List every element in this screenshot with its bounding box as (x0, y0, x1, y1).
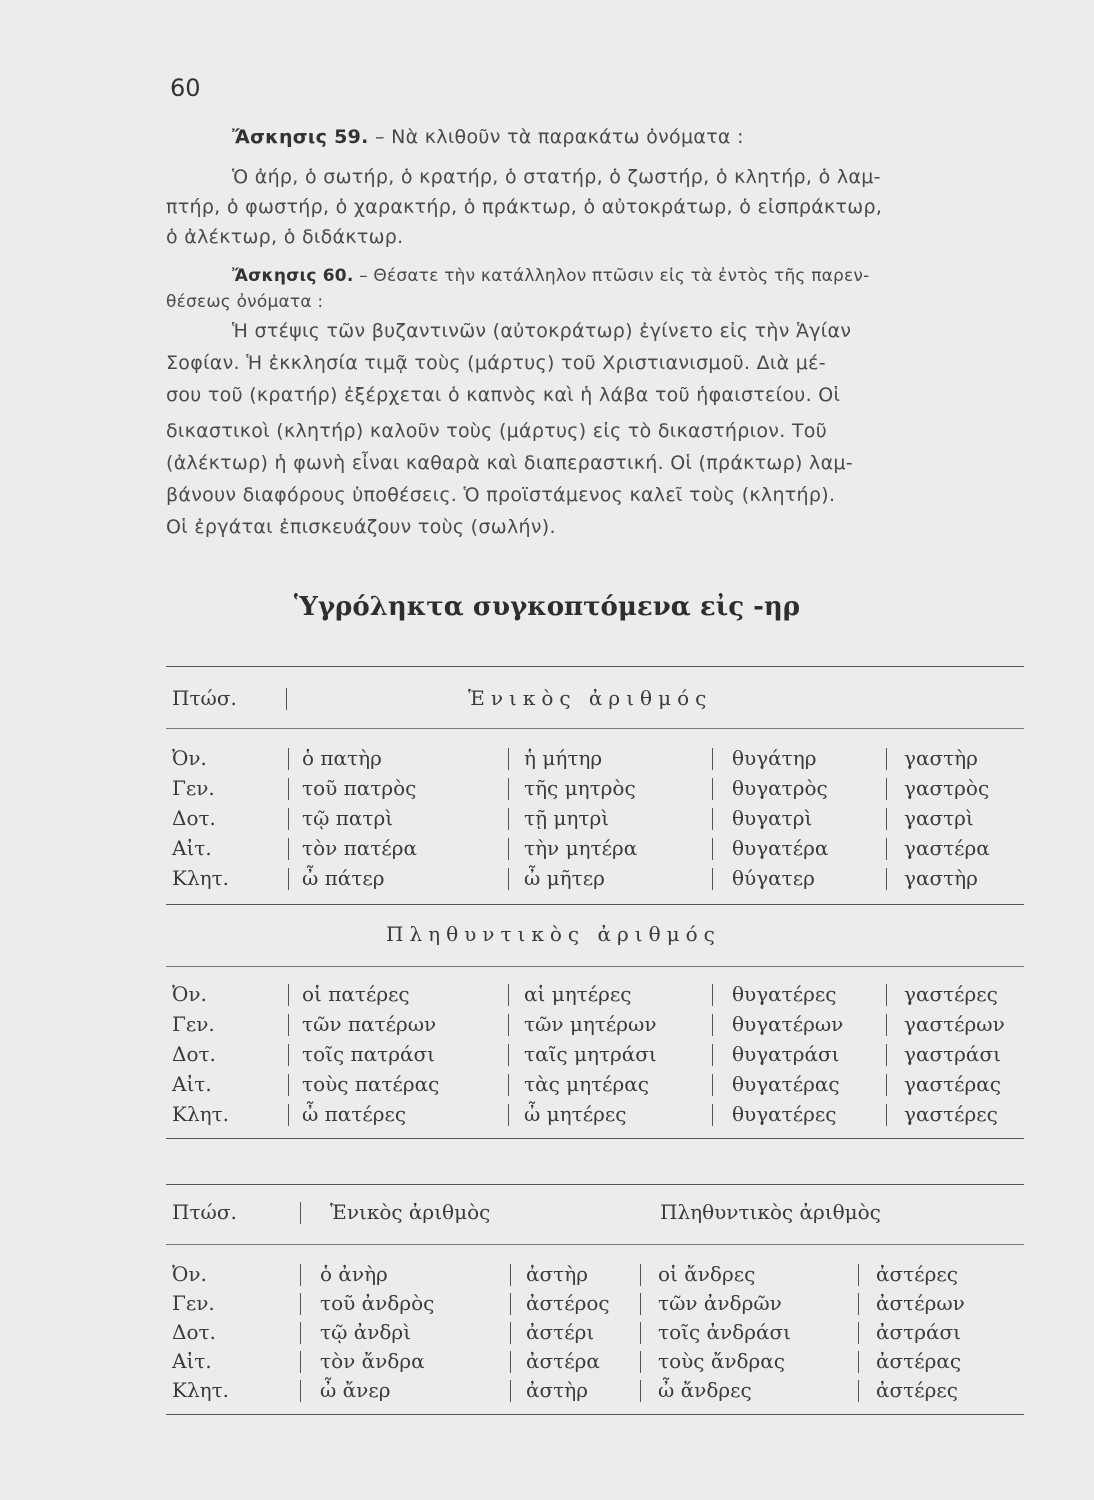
t1-sing-cell: ὦ μῆτερ (524, 866, 605, 890)
table1-header-rule (166, 728, 1024, 729)
t1-plur-cell: θυγατέρες (732, 1102, 837, 1126)
column-divider (508, 838, 509, 860)
exercise60-line-4: δικαστικοὶ (κλητήρ) καλοῦν τοὺς (μάρτυς) εἰς τὸ δικαστήριον. Τοῦ (166, 420, 827, 442)
t1-sing-cell: ὁ πατὴρ (302, 746, 382, 770)
column-divider (288, 778, 289, 800)
t1-sing-cell: γαστρὶ (904, 806, 974, 830)
column-divider (288, 1014, 289, 1036)
table1-bottom-rule (166, 1138, 1024, 1139)
t2-body-cell: ἀστέρα (526, 1349, 600, 1373)
column-divider (712, 808, 713, 830)
column-divider (886, 838, 887, 860)
column-divider (640, 1322, 641, 1344)
t1-plur-cell: Κλητ. (172, 1102, 230, 1126)
column-divider (712, 1104, 713, 1126)
t2-body-cell: ἀστὴρ (526, 1262, 588, 1286)
table1-header-case: Πτώσ. (172, 686, 237, 710)
t1-plur-cell: τῶν μητέρων (524, 1012, 657, 1036)
exercise59-heading (232, 126, 744, 148)
table2-bottom-rule (166, 1414, 1024, 1415)
column-divider (300, 1264, 301, 1286)
t2-body-cell: ἀστὴρ (526, 1378, 588, 1402)
t1-plur-cell: θυγατέρας (732, 1072, 840, 1096)
column-divider (510, 1293, 511, 1315)
column-divider (288, 1104, 289, 1126)
column-divider (508, 778, 509, 800)
t1-sing-cell: γαστρὸς (904, 776, 990, 800)
exercise60-line-1: Ἡ στέψις τῶν βυζαντινῶν (αὐτοκράτωρ) ἐγίνετο εἰς τὴν Ἁγίαν (232, 320, 852, 342)
exercise60-heading (232, 266, 869, 286)
column-divider (508, 1074, 509, 1096)
column-divider (510, 1264, 511, 1286)
column-divider (858, 1322, 859, 1344)
t1-sing-cell: Ὀν. (172, 746, 207, 770)
column-divider (712, 868, 713, 890)
table2-top-rule (166, 1184, 1024, 1185)
t1-plur-cell: γαστέρες (904, 1102, 998, 1126)
exercise60-instruction: – Θέσατε τὴν κατάλληλον πτῶσιν εἰς τὰ ἐντὸς τῆς παρεν- (359, 266, 870, 286)
column-divider (886, 984, 887, 1006)
column-divider (640, 1351, 641, 1373)
column-divider (886, 1104, 887, 1126)
t2-body-cell: οἱ ἄνδρες (658, 1262, 756, 1286)
t1-sing-cell: θυγατρὸς (732, 776, 828, 800)
exercise59-instruction: – Νὰ κλιθοῦν τὰ παρακάτω ὀνόματα : (374, 126, 744, 148)
column-divider (288, 1074, 289, 1096)
column-divider (712, 1074, 713, 1096)
column-divider (712, 1014, 713, 1036)
column-divider (712, 778, 713, 800)
t2-body-cell: τοῖς ἀνδράσι (658, 1320, 791, 1344)
column-divider (510, 1351, 511, 1373)
t1-sing-cell: γαστὴρ (904, 866, 978, 890)
t2-body-cell: τῶν ἀνδρῶν (658, 1291, 782, 1315)
t2-body-cell: τὸν ἄνδρα (320, 1349, 425, 1373)
table1-top-rule (166, 666, 1024, 667)
t1-sing-cell: Γεν. (172, 776, 215, 800)
column-divider (508, 1104, 509, 1126)
t2-body-cell: ὦ ἄνδρες (658, 1378, 752, 1402)
t2-body-cell: ἀστέρος (526, 1291, 610, 1315)
t1-plur-cell: θυγατέρες (732, 982, 837, 1006)
t1-sing-cell: Αἰτ. (172, 836, 212, 860)
column-divider (858, 1380, 859, 1402)
table1-header-divider (286, 688, 287, 710)
table1-mid-rule (166, 904, 1024, 905)
page-number: 60 (170, 74, 201, 102)
table2-singular-header: Ἑνικὸς ἀριθμὸς (330, 1200, 491, 1224)
t1-plur-cell: οἱ πατέρες (302, 982, 410, 1006)
column-divider (858, 1293, 859, 1315)
column-divider (886, 1044, 887, 1066)
table2-header-divider (300, 1202, 301, 1224)
column-divider (508, 984, 509, 1006)
t1-plur-cell: θυγατέρων (732, 1012, 844, 1036)
t1-plur-cell: τὰς μητέρας (524, 1072, 649, 1096)
t1-plur-cell: τοὺς πατέρας (302, 1072, 440, 1096)
table1-plural-header: Πληθυντικὸς ἀριθμός (386, 922, 721, 946)
t1-sing-cell: θυγατέρα (732, 836, 829, 860)
t1-plur-cell: τοῖς πατράσι (302, 1042, 435, 1066)
column-divider (712, 748, 713, 770)
exercise60-line-7: Οἱ ἐργάται ἐπισκευάζουν τοὺς (σωλήν). (166, 516, 556, 538)
t1-plur-cell: θυγατράσι (732, 1042, 840, 1066)
column-divider (300, 1380, 301, 1402)
t2-body-cell: ἀστράσι (876, 1320, 961, 1344)
column-divider (288, 838, 289, 860)
column-divider (886, 778, 887, 800)
t1-sing-cell: τὴν μητέρα (524, 836, 638, 860)
exercise59-label: Ἄσκησις 59. (232, 126, 369, 148)
t1-plur-cell: γαστράσι (904, 1042, 1001, 1066)
table1-plural-rule (166, 966, 1024, 967)
column-divider (712, 984, 713, 1006)
t2-body-cell: Κλητ. (172, 1378, 230, 1402)
t1-plur-cell: γαστέρας (904, 1072, 1002, 1096)
column-divider (508, 868, 509, 890)
t1-sing-cell: θυγατρὶ (732, 806, 813, 830)
t1-plur-cell: Γεν. (172, 1012, 215, 1036)
t1-sing-cell: Κλητ. (172, 866, 230, 890)
column-divider (288, 808, 289, 830)
exercise59-line-1: Ὁ ἀήρ, ὁ σωτήρ, ὁ κρατήρ, ὁ στατήρ, ὁ ζωστήρ, ὁ κλητήρ, ὁ λαμ- (232, 166, 881, 188)
t2-body-cell: ἀστέρων (876, 1291, 965, 1315)
column-divider (288, 984, 289, 1006)
t1-plur-cell: γαστέρων (904, 1012, 1005, 1036)
t1-sing-cell: γαστέρα (904, 836, 990, 860)
t1-sing-cell: ὦ πάτερ (302, 866, 385, 890)
t1-plur-cell: Ὀν. (172, 982, 207, 1006)
exercise59-line-2: πτήρ, ὁ φωστήρ, ὁ χαρακτήρ, ὁ πράκτωρ, ὁ αὐτοκράτωρ, ὁ εἰσπράκτωρ, (166, 196, 883, 218)
t1-sing-cell: τῷ πατρὶ (302, 806, 394, 830)
table1-singular-header: Ἑνικὸς ἀριθμός (468, 686, 713, 710)
exercise60-label: Ἄσκησις 60. (232, 266, 354, 286)
t2-body-cell: Γεν. (172, 1291, 215, 1315)
t1-sing-cell: τοῦ πατρὸς (302, 776, 417, 800)
t2-body-cell: Δοτ. (172, 1320, 216, 1344)
t1-plur-cell: ὦ πατέρες (302, 1102, 407, 1126)
t2-body-cell: ἀστέρες (876, 1378, 958, 1402)
t2-body-cell: τοῦ ἀνδρὸς (320, 1291, 435, 1315)
column-divider (510, 1322, 511, 1344)
column-divider (288, 748, 289, 770)
t2-body-cell: ἀστέρι (526, 1320, 595, 1344)
t1-sing-cell: θυγάτηρ (732, 746, 817, 770)
column-divider (508, 748, 509, 770)
column-divider (300, 1351, 301, 1373)
exercise59-line-3: ὁ ἀλέκτωρ, ὁ διδάκτωρ. (166, 226, 404, 248)
column-divider (288, 868, 289, 890)
t2-body-cell: τοὺς ἄνδρας (658, 1349, 785, 1373)
t1-sing-cell: τῇ μητρὶ (524, 806, 610, 830)
t1-sing-cell: τῆς μητρὸς (524, 776, 636, 800)
column-divider (886, 808, 887, 830)
t2-body-cell: ἀστέρες (876, 1262, 958, 1286)
t2-body-cell: ὦ ἄνερ (320, 1378, 391, 1402)
column-divider (712, 838, 713, 860)
t1-sing-cell: τὸν πατέρα (302, 836, 417, 860)
column-divider (886, 868, 887, 890)
column-divider (510, 1380, 511, 1402)
t1-plur-cell: Δοτ. (172, 1042, 216, 1066)
table2-plural-header: Πληθυντικὸς ἀριθμὸς (660, 1200, 881, 1224)
column-divider (508, 808, 509, 830)
t1-plur-cell: τῶν πατέρων (302, 1012, 437, 1036)
column-divider (640, 1380, 641, 1402)
t1-plur-cell: Αἰτ. (172, 1072, 212, 1096)
t1-plur-cell: γαστέρες (904, 982, 998, 1006)
column-divider (886, 1074, 887, 1096)
t2-body-cell: ἀστέρας (876, 1349, 962, 1373)
exercise60-line-6: βάνουν διαφόρους ὑποθέσεις. Ὁ προϊστάμενος καλεῖ τοὺς (κλητήρ). (166, 484, 836, 506)
exercise60-line-2: Σοφίαν. Ἡ ἐκκλησία τιμᾷ τοὺς (μάρτυς) τοῦ Χριστιανισμοῦ. Διὰ μέ- (166, 352, 826, 374)
column-divider (508, 1044, 509, 1066)
exercise60-line-3: σου τοῦ (κρατήρ) ἐξέρχεται ὁ καπνὸς καὶ ἡ λάβα τοῦ ἡφαιστείου. Οἱ (166, 384, 841, 406)
table2-header-rule (166, 1244, 1024, 1245)
column-divider (858, 1264, 859, 1286)
column-divider (300, 1322, 301, 1344)
column-divider (886, 1014, 887, 1036)
t2-body-cell: τῷ ἀνδρὶ (320, 1320, 412, 1344)
column-divider (886, 748, 887, 770)
column-divider (858, 1351, 859, 1373)
exercise60-line-5: (ἀλέκτωρ) ἡ φωνὴ εἶναι καθαρὰ καὶ διαπεραστική. Οἱ (πράκτωρ) λαμ- (166, 452, 853, 474)
column-divider (300, 1293, 301, 1315)
t1-plur-cell: ὦ μητέρες (524, 1102, 627, 1126)
column-divider (712, 1044, 713, 1066)
t1-sing-cell: ἡ μήτηρ (524, 746, 603, 770)
t1-sing-cell: γαστὴρ (904, 746, 978, 770)
table2-header-case: Πτώσ. (172, 1200, 237, 1224)
section-title: Ὑγρόληκτα συγκοπτόμενα εἰς -ηρ (293, 592, 801, 622)
exercise60-instruction-2: θέσεως ὀνόματα : (166, 292, 324, 312)
column-divider (288, 1044, 289, 1066)
column-divider (640, 1264, 641, 1286)
column-divider (508, 1014, 509, 1036)
t1-plur-cell: αἱ μητέρες (524, 982, 632, 1006)
t1-sing-cell: θύγατερ (732, 866, 815, 890)
t2-body-cell: Ὀν. (172, 1262, 207, 1286)
t1-sing-cell: Δοτ. (172, 806, 216, 830)
t2-body-cell: ὁ ἀνὴρ (320, 1262, 388, 1286)
column-divider (640, 1293, 641, 1315)
t2-body-cell: Αἰτ. (172, 1349, 212, 1373)
t1-plur-cell: ταῖς μητράσι (524, 1042, 657, 1066)
